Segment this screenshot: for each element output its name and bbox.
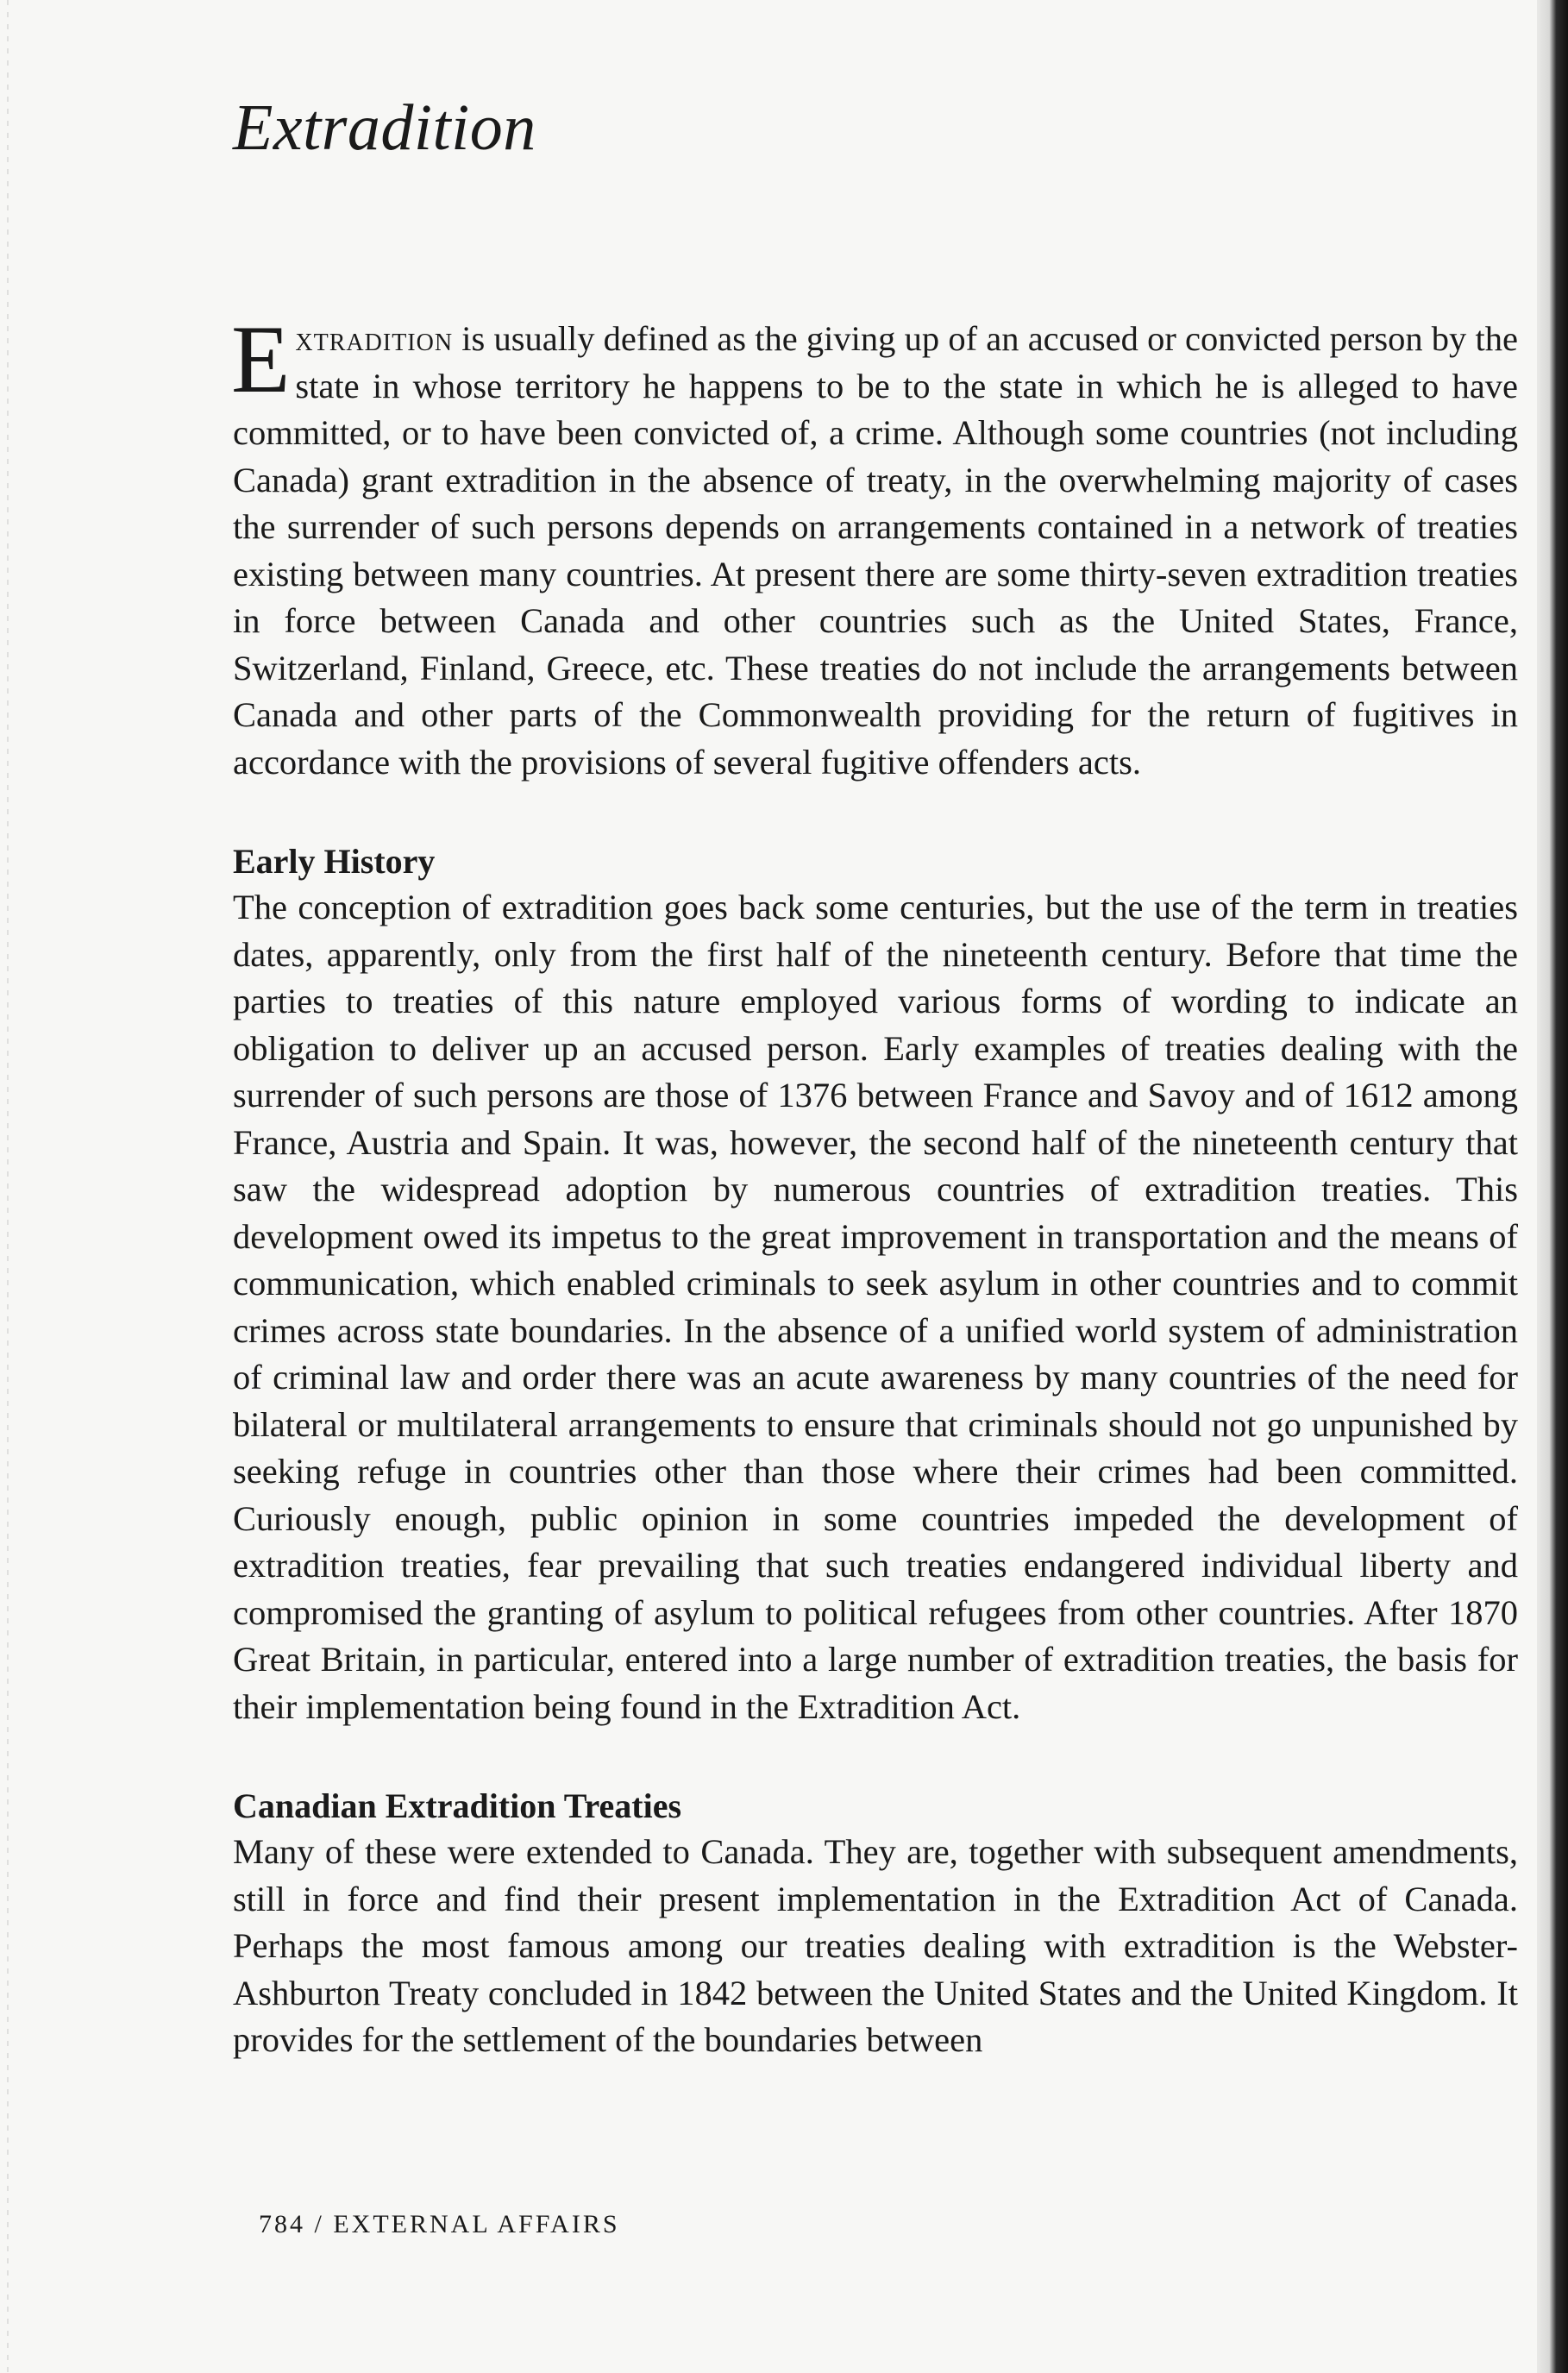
section-heading-canadian-treaties: Canadian Extradition Treaties <box>233 1786 682 1825</box>
section-paragraph-canadian-treaties: Many of these were extended to Canada. They are, together with subsequent amendments, still in force and find their present implementation in the Extradition Act of Canada. Perhaps the most famous among our treaties dealing with extradition is the Webster-Ashburton Treaty concluded in 1842 between the United States and the United Kingdom. It provides for the settlement of the boundaries between <box>233 1832 1518 2059</box>
drop-cap: E <box>231 306 291 413</box>
page-title: Extradition <box>233 91 536 164</box>
section-paragraph-early-history: The conception of extradition goes back some centuries, but the use of the term in treaties dates, apparently, only from the first half of the nineteenth century. Before that time the parties to treaties of this nature employed various forms of wording to indicate an obligation to deliver up an accused person. Early examples of treaties dealing with the surrender of such persons are those of 1376 between France and Savoy and of 1612 among France, Austria and Spain. It was, however, the second half of the nineteenth century that saw the widespread adoption by numerous countries of extradition treaties. This development owed its impetus to the great improvement in transportation and the means of communication, which enabled criminals to seek asylum in other countries and to commit crimes across state boundaries. In the absence of a unified world system of administration of criminal law and order there was an acute awareness by many countries of the need for bilateral or multilateral arrangements to ensure that criminals should not go unpunished by seeking refuge in countries other than those where their crimes had been committed. Curiously enough, public opinion in some countries impeded the development of extradition treaties, fear prevailing that such treaties endangered individual liberty and compromised the granting of asylum to political refugees from other countries. After 1870 Great Britain, in particular, entered into a large number of extradition treaties, the basis for their implementation being found in the Extradition Act. <box>233 888 1518 1726</box>
intro-paragraph <box>231 306 1518 786</box>
section-heading-early-history: Early History <box>233 842 436 881</box>
page-content <box>231 91 1518 2064</box>
intro-text: is usually defined as the giving up of an accused or convicted person by the state in whose territory he happens to be to the state in which he is alleged to have committed, or to have been convicted of, a crime. Although some countries (not including Canada) grant extradition in the absence of treaty, in the overwhelming majority of cases the surrender of such persons depends on arrangements contained in a network of treaties existing between many countries. At present there are some thirty-seven extradition treaties in force between Canada and other countries such as the United States, France, Switzerland, Finland, Greece, etc. These treaties do not include the arrangements between Canada and other parts of the Commonwealth providing for the return of fugitives in accordance with the provisions of several fugitive offenders acts. <box>233 319 1518 782</box>
scan-edge-left <box>7 0 9 2373</box>
intro-lead-smallcaps: xtradition <box>295 319 454 358</box>
page-footer: 784 / EXTERNAL AFFAIRS <box>259 2210 620 2238</box>
scan-edge-right <box>1537 0 1568 2373</box>
